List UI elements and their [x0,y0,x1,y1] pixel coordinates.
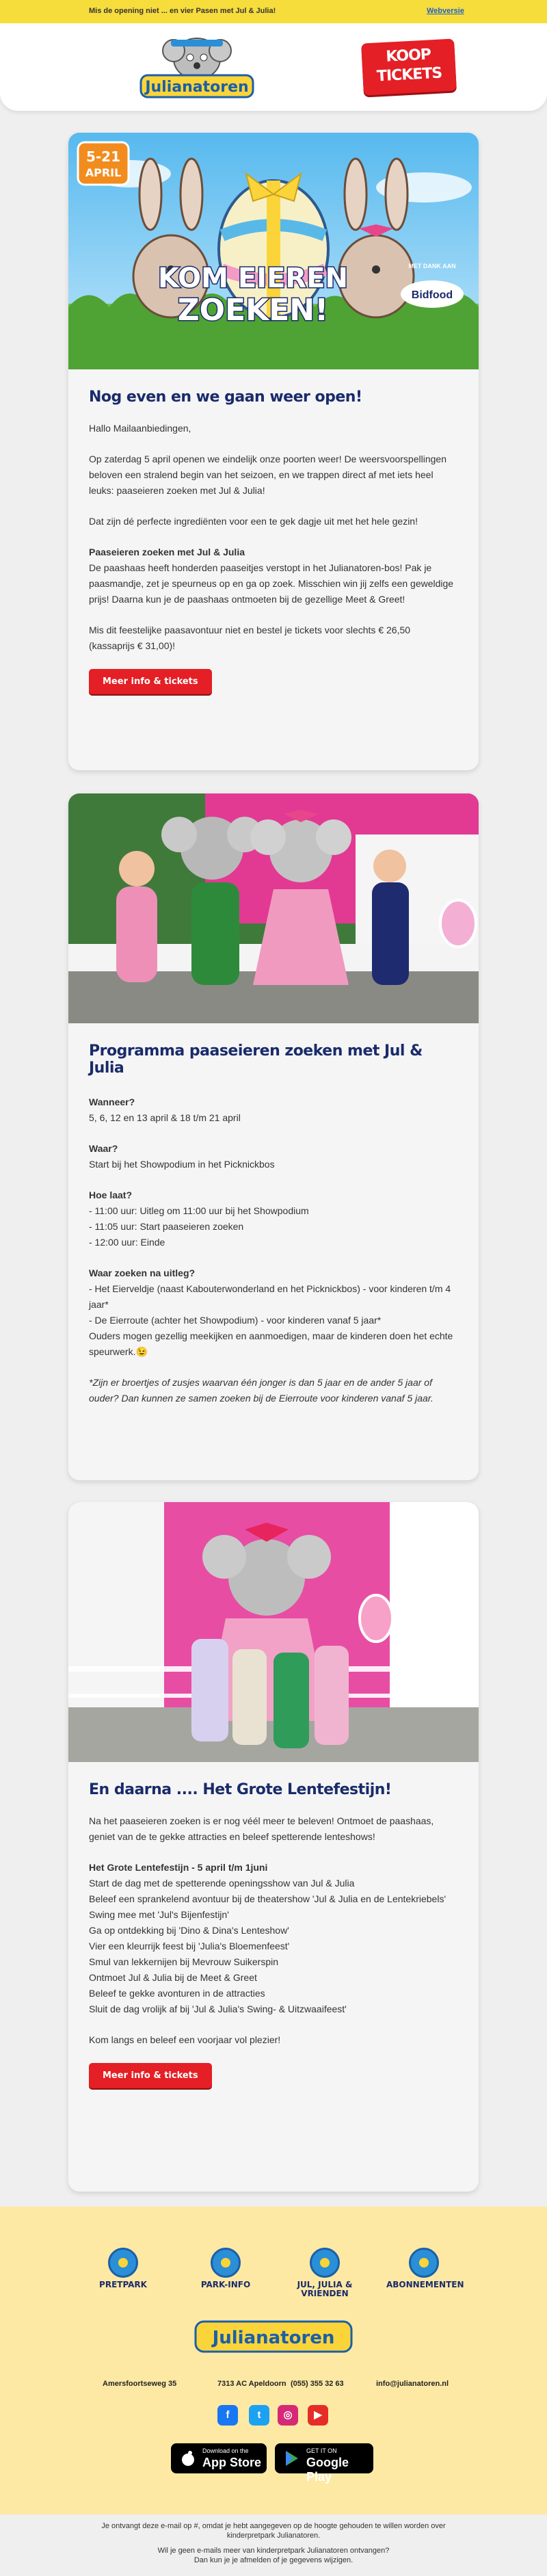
where-label: Waar? [89,1143,118,1154]
footer-nav-abonnementen[interactable] [386,2248,462,2289]
card1-subsection [89,544,458,607]
ticket-icon [409,2248,439,2278]
festival-item-7: Ontmoet Jul & Julia bij de Meet & Greet [89,1972,257,1983]
search-section [89,1265,458,1360]
festival-item-8: Beleef te gekke avonturen in de attracties [89,1988,265,1999]
festival-item-4: Ga op ontdekking bij 'Dino & Dina's Lenteshow' [89,1925,289,1936]
time-section [89,1187,458,1250]
when-label: Wanneer? [89,1096,135,1107]
card2-title: Programma paaseieren zoeken met Jul & Julia [89,1042,423,1077]
mascot-hug-photo[interactable] [68,1502,479,1762]
time-line-1: - 11:00 uur: Uitleg om 11:00 uur bij het Showpodium [89,1205,309,1216]
sponsor-logo: Bidfood [411,289,453,301]
footer-wave [0,2197,547,2218]
festival-item-5: Vier een kleurrijk feest bij 'Julia's Bloemenfeest' [89,1941,290,1951]
footer-nav-vrienden[interactable] [287,2248,362,2298]
badge-month: APRIL [85,166,122,179]
footer-nav-label: ABONNEMENTEN [386,2280,464,2289]
time-line-3: - 12:00 uur: Einde [89,1237,165,1248]
preheader-message: Mis de opening niet ... en vier Pasen met Jul & Julia! [89,7,276,15]
festival-item-9: Sluit de dag vrolijk af bij 'Jul & Julia's Swing- & Uitzwaaifeest' [89,2003,347,2014]
card1-greeting: Hallo Mailaanbiedingen, [89,423,191,434]
card1-price: Mis dit feestelijke paasavontuur niet en bestel je tickets voor slechts € 26,50 (kassaprijs € 31,00)! [89,625,411,651]
hero-easter-image[interactable] [68,133,479,369]
card1-sub-title: Paaseieren zoeken met Jul & Julia [89,547,245,557]
unsubscribe-line-1: Wil je geen e-mails meer van kinderpretpark Julianatoren ontvangen? [157,2547,390,2555]
card3-closing: Kom langs en beleef een voorjaar vol plezier! [89,2034,281,2045]
footer-email[interactable]: info@julianatoren.nl [376,2380,449,2388]
card1-intro: Op zaterdag 5 april openen we eindelijk onze poorten weer! De weersvoorspellingen beloven een stralend begin van het seizoen, en we trappen direct af met iets heel leuks: paaseieren zoeken met Jul & Julia! [89,454,446,496]
apple-icon [179,2449,197,2467]
when-section [89,1094,458,1126]
badge-dates: 5-21 [85,148,121,165]
sponsor-label: MET DANK AAN [408,263,456,270]
card3-intro: Na het paaseieren zoeken is er nog véél meer te beleven! Ontmoet de paashaas, geniet van de te gekke attracties en beleef spetterende lenteshows! [89,1815,434,1842]
search-line-2: - De Eierroute (achter het Showpodium) - voor kinderen vanaf 5 jaar* [89,1315,382,1326]
footer-nav-label: PARK-INFO [200,2280,251,2289]
footer-nav-label: JUL, JULIA & VRIENDEN [297,2280,353,2298]
card3-title: En daarna .... Het Grote Lentefestijn! [89,1781,392,1798]
youtube-icon[interactable]: ▶ [308,2405,328,2426]
footer-nav-park-info[interactable] [188,2248,263,2289]
unsubscribe-footer [0,2514,547,2565]
age-note [89,1375,458,1406]
ferris-wheel-icon [108,2248,138,2278]
where-section [89,1141,458,1172]
app-store-button[interactable] [171,2443,267,2473]
age-note-text: *Zijn er broertjes of zusjes waarvan één jonger is dan 5 jaar en de ander 5 jaar of ouder? Dan kunnen ze samen zoeken bij de Eierroute voor kinderen vanaf 5 jaar. [89,1377,433,1404]
where-value: Start bij het Showpodium in het Picknickbos [89,1159,275,1170]
card3-more-info-button[interactable]: Meer info & tickets [89,2063,212,2088]
email-footer [0,2207,547,2514]
card1-title: Nog even en we gaan weer open! [89,389,362,406]
unsubscribe-link[interactable]: Dan kun je je afmelden of je gegevens wijzigen. [194,2556,353,2564]
footer-postcode: 7313 AC Apeldoorn [217,2380,286,2388]
logo-text: Julianatoren [145,79,249,96]
appstore-big: App Store [202,2456,262,2469]
footer-nav-label: PRETPARK [99,2280,147,2289]
twitter-icon[interactable]: t [249,2405,269,2426]
search-line-1: - Het Eierveldje (naast Kabouterwonderland en het Picknickbos) - voor kinderen t/m 4 jaar* [89,1283,451,1310]
buy-tickets-button[interactable] [361,38,457,95]
buy-tickets-line1: KOOP [385,46,431,66]
info-icon [211,2248,241,2278]
footer-phone[interactable]: (055) 355 32 63 [291,2380,344,2388]
search-line-3: Ouders mogen gezellig meekijken en aanmoedigen, maar de kinderen doen het echte speurwerk.😉 [89,1330,453,1357]
time-line-2: - 11:05 uur: Start paaseieren zoeken [89,1221,244,1232]
mascot-icon [310,2248,340,2278]
search-label: Waar zoeken na uitleg? [89,1267,196,1278]
festival-item-6: Smul van lekkernijen bij Mevrouw Suikerspin [89,1956,279,1967]
time-label: Hoe laat? [89,1190,133,1200]
festival-section [89,1860,458,2017]
festival-item-3: Swing mee met 'Jul's Bijenfestijn' [89,1909,229,1920]
card-opening [68,133,479,770]
when-value: 5, 6, 12 en 13 april & 18 t/m 21 april [89,1112,241,1123]
card-program [68,793,479,1480]
google-play-button[interactable] [275,2443,373,2484]
julianatoren-logo[interactable] [129,33,265,101]
instagram-icon[interactable]: ◎ [278,2405,298,2426]
play-small: GET IT ON [306,2447,337,2454]
festival-title: Het Grote Lentefestijn - 5 april t/m 1juni [89,1862,268,1873]
hero-headline-2: ZOEKEN! [177,293,329,328]
google-play-icon [283,2449,301,2467]
festival-item-2: Beleef een sprankelend avontuur bij de theatershow 'Jul & Julia en de Lentekriebels' [89,1893,446,1904]
mascots-photo[interactable] [68,793,479,1023]
appstore-small: Download on the [202,2447,249,2454]
card1-ingredients: Dat zijn dé perfecte ingrediënten voor een te gek dagje uit met het hele gezin! [89,516,418,527]
hero-headline-1: KOM EIEREN [157,263,349,294]
email-header [0,23,547,111]
disclaimer-line-1: Je ontvangt deze e-mail op #, omdat je hebt aangegeven op de hoogte gehouden te willen worden over [101,2522,446,2530]
web-version-link[interactable]: Webversie [427,7,464,15]
card-lentefestijn [68,1502,479,2192]
footer-logo[interactable] [191,2316,356,2357]
buy-tickets-line2: TICKETS [376,64,442,86]
footer-logo-text: Julianatoren [212,2328,335,2348]
footer-nav-pretpark[interactable] [85,2248,161,2289]
footer-address: Amersfoortseweg 35 [103,2380,177,2388]
card1-more-info-button[interactable]: Meer info & tickets [89,669,212,694]
play-big: Google Play [306,2456,349,2484]
preheader-bar [0,0,547,23]
festival-item-1: Start de dag met de spetterende openingsshow van Jul & Julia [89,1878,355,1889]
card1-sub-body: De paashaas heeft honderden paaseitjes verstopt in het Julianatoren-bos! Pak je paasmandje, zet je speurneus op en ga op zoek. Misschien win jij zelfs een geweldige prijs! Daarna kun je de paashaas ontmoeten bij de gezellige Meet & Greet! [89,562,454,605]
disclaimer-line-2: kinderpretpark Julianatoren. [226,2532,321,2540]
facebook-icon[interactable]: f [217,2405,238,2426]
